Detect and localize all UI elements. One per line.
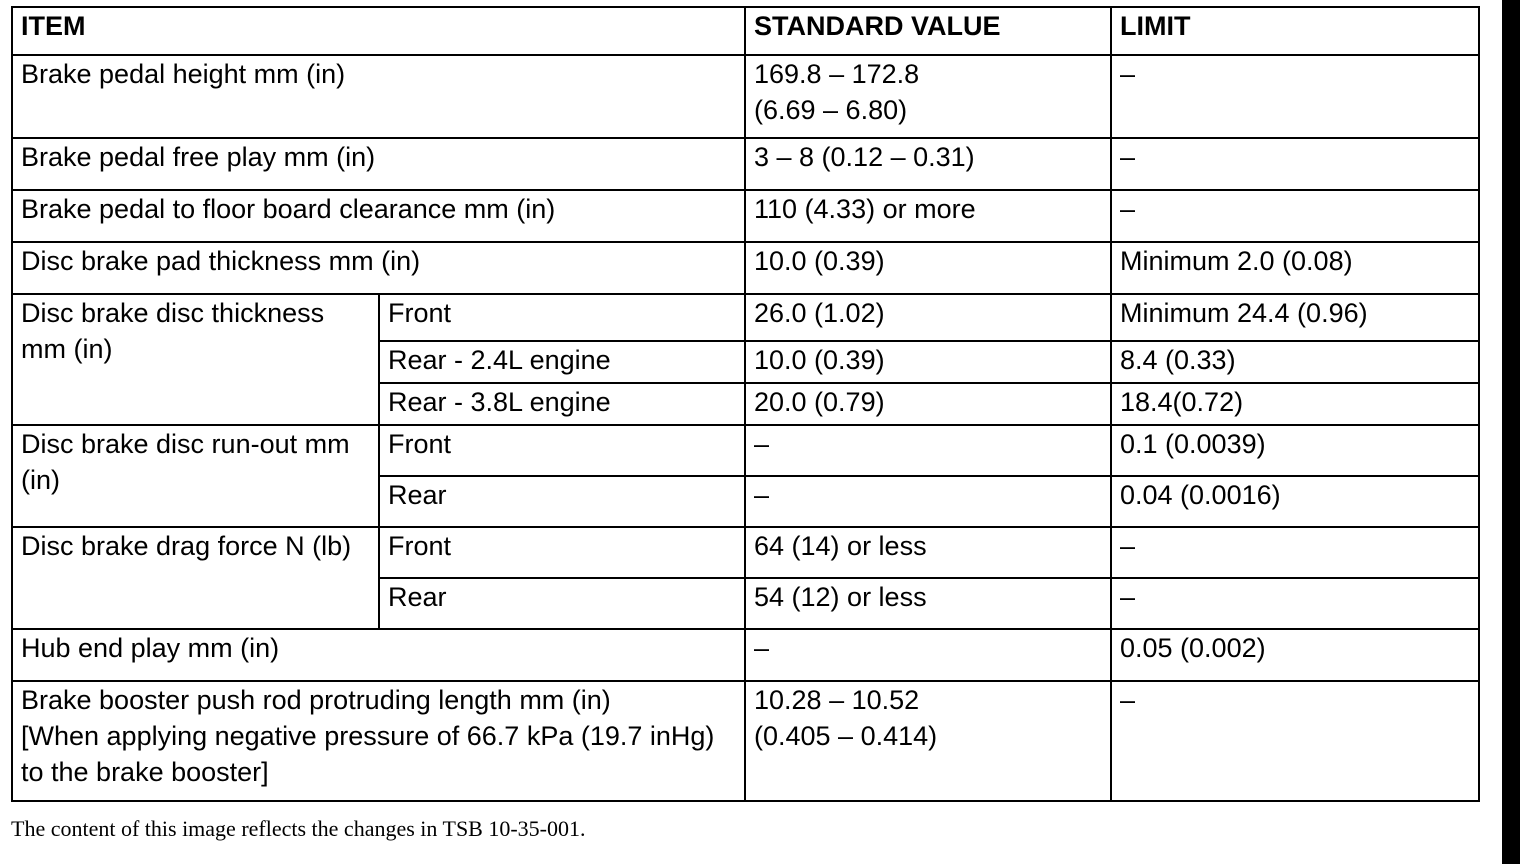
table-row — [12, 425, 1479, 476]
table-row — [12, 527, 1479, 578]
item-cell: Hub end play mm (in) — [12, 629, 745, 681]
limit-cell: 0.1 (0.0039) — [1111, 425, 1479, 476]
standard-value-cell: 20.0 (0.79) — [745, 383, 1111, 425]
limit-cell: – — [1111, 527, 1479, 578]
header-standard-value: STANDARD VALUE — [745, 7, 1111, 55]
limit-cell: 18.4(0.72) — [1111, 383, 1479, 425]
header-limit: LIMIT — [1111, 7, 1479, 55]
standard-value-cell: – — [745, 476, 1111, 527]
specifications-table — [11, 6, 1480, 802]
sub-item-cell: Rear - 2.4L engine — [379, 341, 745, 383]
standard-value-cell: – — [745, 425, 1111, 476]
limit-cell: – — [1111, 138, 1479, 190]
sub-item-cell: Front — [379, 527, 745, 578]
table-row — [12, 242, 1479, 294]
header-item: ITEM — [12, 7, 745, 55]
item-cell: Disc brake drag force N (lb) — [12, 527, 379, 629]
page-edge-bar — [1502, 0, 1520, 864]
table-row — [12, 629, 1479, 681]
item-cell: Brake booster push rod protruding length mm (in) [When applying negative pressure of 66.7 kPa (19.7 inHg) to the brake booster] — [12, 681, 745, 801]
standard-value-cell: 169.8 – 172.8 (6.69 – 6.80) — [745, 55, 1111, 138]
limit-cell: – — [1111, 578, 1479, 629]
limit-cell: 0.04 (0.0016) — [1111, 476, 1479, 527]
table-row — [12, 681, 1479, 801]
limit-cell: Minimum 2.0 (0.08) — [1111, 242, 1479, 294]
table-row — [12, 138, 1479, 190]
standard-value-cell: 10.0 (0.39) — [745, 341, 1111, 383]
standard-value-cell: 3 – 8 (0.12 – 0.31) — [745, 138, 1111, 190]
limit-cell: – — [1111, 55, 1479, 138]
table-row — [12, 55, 1479, 138]
standard-value-cell: 10.28 – 10.52 (0.405 – 0.414) — [745, 681, 1111, 801]
limit-cell: 8.4 (0.33) — [1111, 341, 1479, 383]
item-cell: Brake pedal free play mm (in) — [12, 138, 745, 190]
sub-item-cell: Rear — [379, 578, 745, 629]
sub-item-cell: Front — [379, 425, 745, 476]
standard-value-cell: 64 (14) or less — [745, 527, 1111, 578]
table-row — [12, 190, 1479, 242]
item-cell: Brake pedal height mm (in) — [12, 55, 745, 138]
limit-cell: – — [1111, 190, 1479, 242]
standard-value-cell: – — [745, 629, 1111, 681]
sub-item-cell: Rear — [379, 476, 745, 527]
limit-cell: – — [1111, 681, 1479, 801]
sub-item-cell: Front — [379, 294, 745, 341]
sub-item-cell: Rear - 3.8L engine — [379, 383, 745, 425]
standard-value-cell: 54 (12) or less — [745, 578, 1111, 629]
item-cell: Disc brake disc run-out mm (in) — [12, 425, 379, 527]
standard-value-cell: 10.0 (0.39) — [745, 242, 1111, 294]
limit-cell: Minimum 24.4 (0.96) — [1111, 294, 1479, 341]
standard-value-cell: 26.0 (1.02) — [745, 294, 1111, 341]
tsb-note: The content of this image reflects the changes in TSB 10-35-001. — [11, 816, 586, 841]
standard-value-cell: 110 (4.33) or more — [745, 190, 1111, 242]
item-cell: Disc brake pad thickness mm (in) — [12, 242, 745, 294]
header-row — [12, 7, 1479, 55]
limit-cell: 0.05 (0.002) — [1111, 629, 1479, 681]
item-cell: Brake pedal to floor board clearance mm (in) — [12, 190, 745, 242]
table-row — [12, 294, 1479, 341]
item-cell: Disc brake disc thickness mm (in) — [12, 294, 379, 425]
